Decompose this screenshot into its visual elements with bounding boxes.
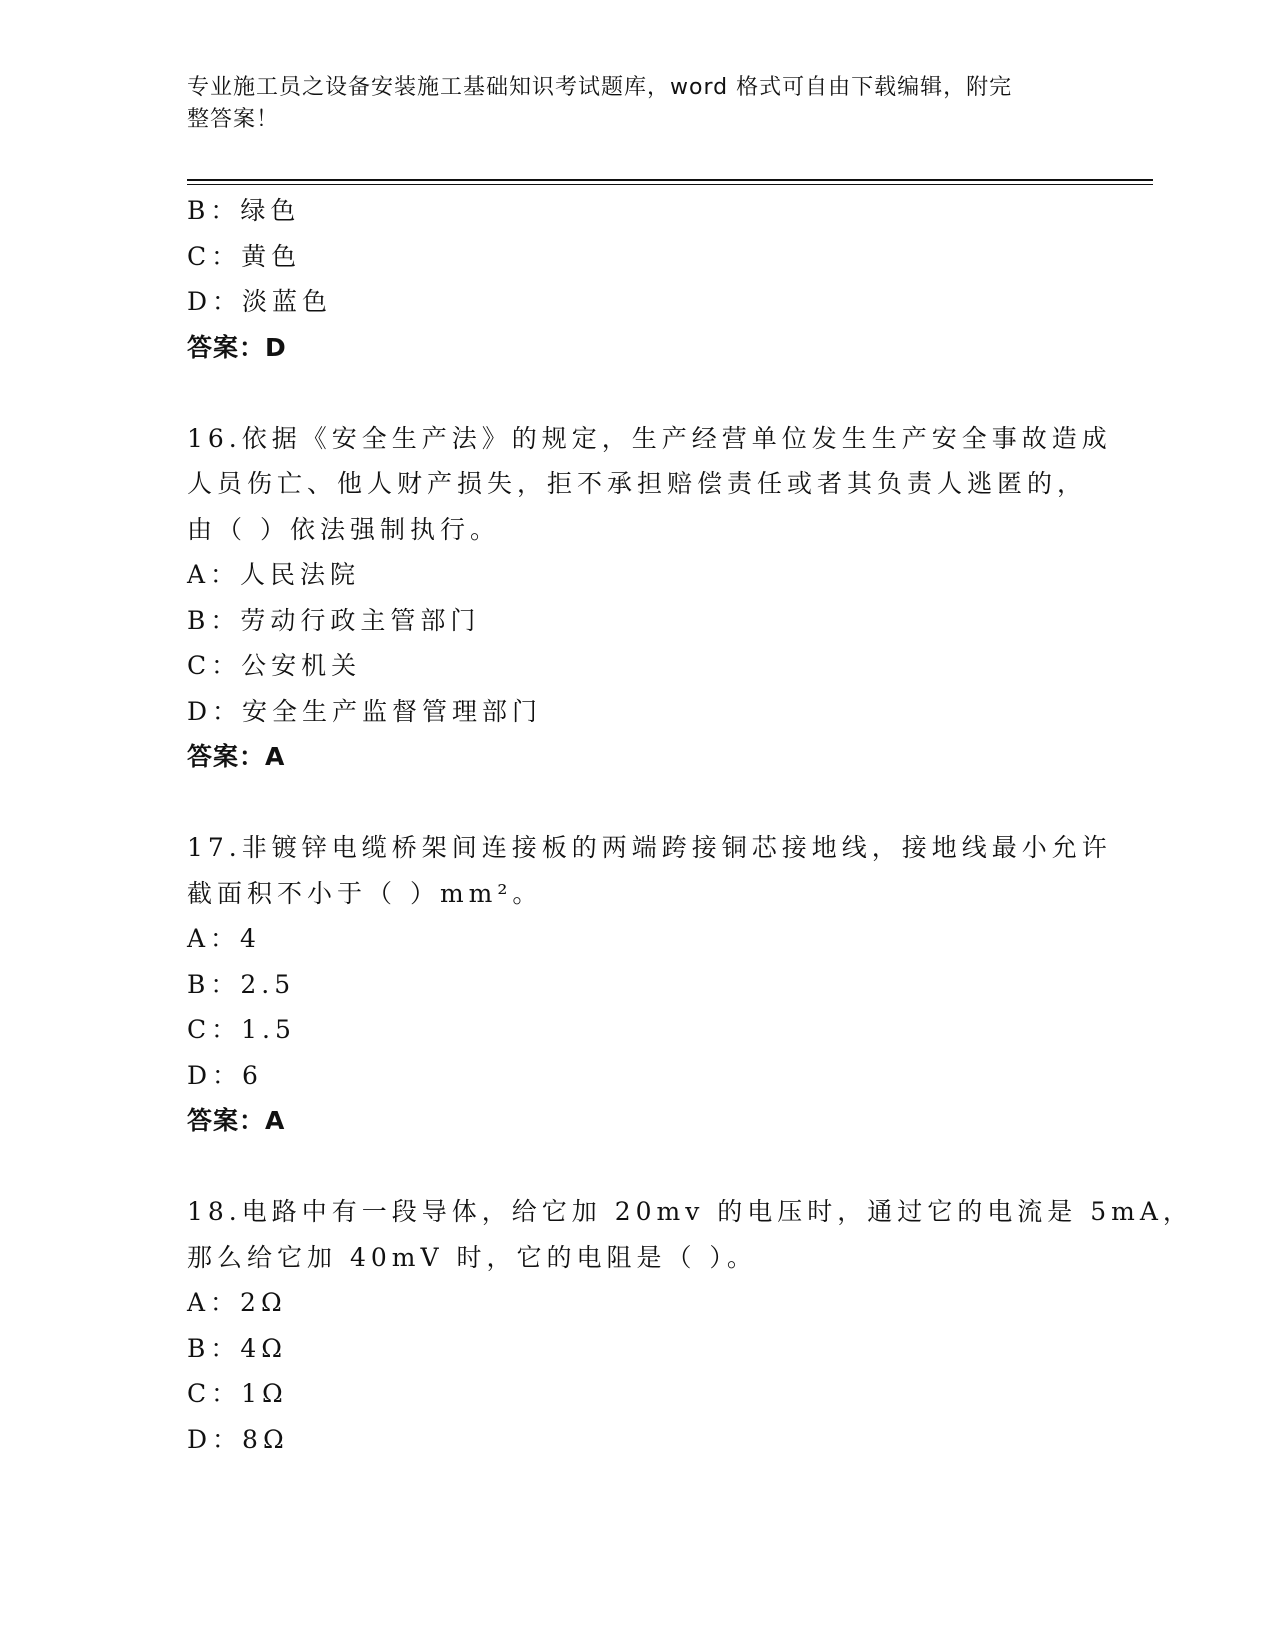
document-header [187, 72, 1067, 136]
header-divider-thin [187, 184, 1153, 185]
question-stem-line: 17.非镀锌电缆桥架间连接板的两端跨接铜芯接地线，接地线最小允许 [187, 833, 1112, 862]
spacer [187, 370, 1087, 416]
option-b: B：劳动行政主管部门 [187, 605, 481, 635]
answer-line: 答案：A [187, 742, 286, 771]
option-d: D：8Ω [187, 1424, 289, 1454]
header-line-2: 整答案！ [187, 107, 280, 132]
spacer [187, 780, 1087, 826]
question-stem-line: 16.依据《安全生产法》的规定，生产经营单位发生生产安全事故造成 [187, 423, 1112, 453]
header-divider-thick [187, 179, 1153, 181]
question-stem-line: 那么给它加 40mV 时，它的电阻是（ ）。 [187, 1242, 757, 1272]
spacer [187, 1144, 1087, 1190]
question-18 [187, 1189, 1193, 1462]
option-b: B：2.5 [187, 969, 296, 999]
option-d: D：安全生产监督管理部门 [187, 696, 543, 726]
option-a: A：人民法院 [187, 560, 361, 589]
option-a: A：2Ω [187, 1288, 287, 1317]
question-15-continued [187, 188, 1087, 370]
answer-line: 答案：A [187, 1106, 286, 1135]
question-16 [187, 416, 1112, 780]
answer-line: 答案：D [187, 332, 287, 362]
option-d: D：6 [187, 1060, 263, 1090]
option-d: D：淡蓝色 [187, 287, 333, 316]
question-stem-line: 由（ ）依法强制执行。 [187, 514, 500, 544]
option-c: C：1.5 [187, 1015, 296, 1044]
question-stem-line: 截面积不小于（ ）mm²。 [187, 878, 543, 908]
question-17 [187, 825, 1112, 1144]
option-b: B：4Ω [187, 1333, 288, 1363]
question-list [187, 188, 1193, 1462]
header-line-1: 专业施工员之设备安装施工基础知识考试题库，word 格式可自由下载编辑，附完 [187, 75, 1013, 100]
option-c: C：1Ω [187, 1379, 288, 1408]
option-a: A：4 [187, 924, 261, 953]
question-stem-line: 人员伤亡、他人财产损失，拒不承担赔偿责任或者其负责人逃匿的， [187, 469, 1088, 498]
option-c: C：公安机关 [187, 651, 362, 680]
question-stem-line: 18.电路中有一段导体，给它加 20mv 的电压时，通过它的电流是 5mA， [187, 1197, 1193, 1226]
option-b: B：绿色 [187, 196, 301, 225]
option-c: C：黄色 [187, 241, 302, 271]
